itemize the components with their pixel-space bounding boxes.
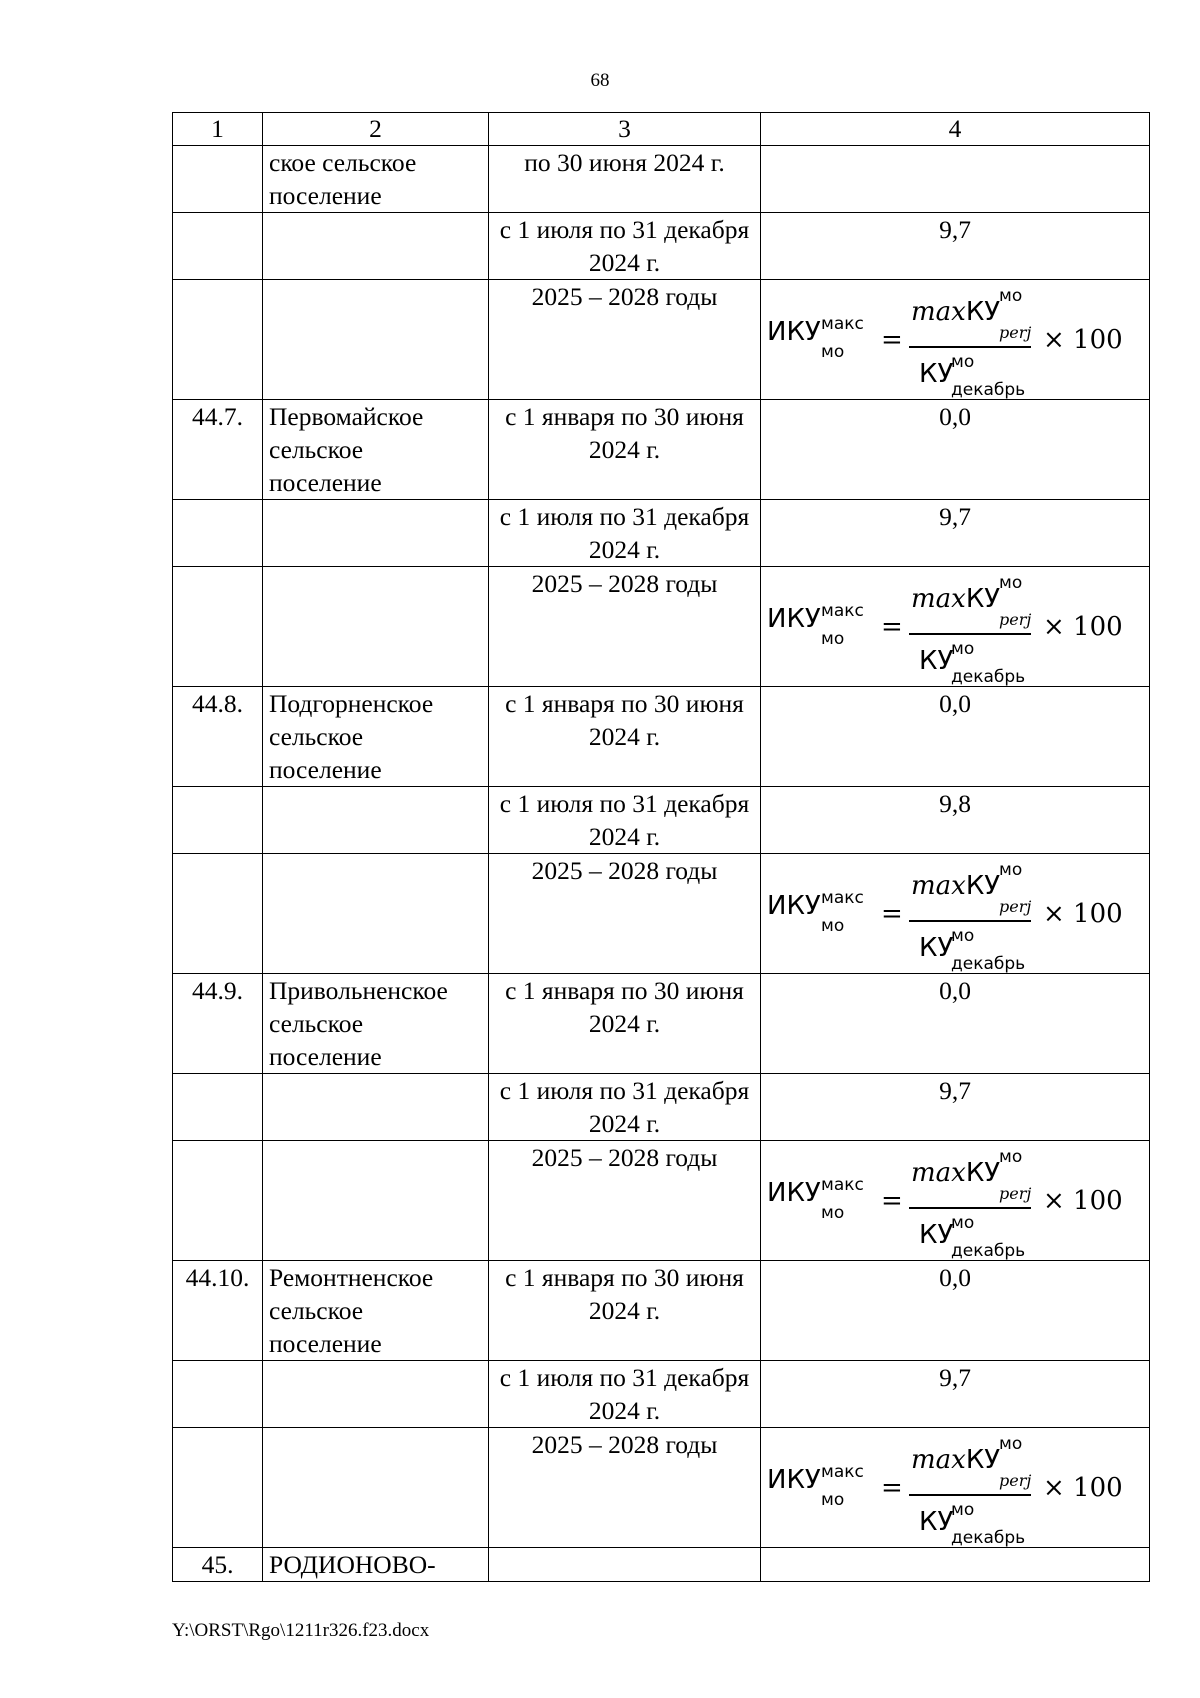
formula-lhs-subscript: мо xyxy=(821,1203,845,1223)
formula-denominator-subscript: декабрь xyxy=(951,954,1026,974)
settlement-name xyxy=(263,787,489,854)
formula-cell xyxy=(761,280,1150,400)
table-row xyxy=(173,1361,1150,1428)
period: 2025 – 2028 годы xyxy=(489,280,761,400)
formula-denominator-superscript: мо xyxy=(951,639,975,659)
formula-lhs-superscript: макс xyxy=(821,314,864,334)
formula-lhs-superscript: макс xyxy=(821,601,864,621)
index-formula xyxy=(763,567,1133,685)
index-value: 0,0 xyxy=(761,400,1150,500)
index-value: 9,8 xyxy=(761,787,1150,854)
period: с 1 июля по 31 декабря 2024 г. xyxy=(489,500,761,567)
formula-numerator xyxy=(911,583,1000,616)
settlement-name: Первомайское сельское поселение xyxy=(263,400,489,500)
table-row xyxy=(173,1141,1150,1261)
formula-numerator-ku: КУ xyxy=(965,297,1001,327)
settlement-name xyxy=(263,1074,489,1141)
period: с 1 июля по 31 декабря 2024 г. xyxy=(489,213,761,280)
formula-numerator-ku: КУ xyxy=(965,871,1001,901)
index-value xyxy=(761,1548,1150,1582)
formula-lhs-subscript: мо xyxy=(821,1490,845,1510)
formula-numerator-superscript: мо xyxy=(999,573,1023,593)
file-path-footer: Y:\ORST\Rgo\1211r326.f23.docx xyxy=(172,1620,430,1641)
formula-denominator: КУ xyxy=(919,933,954,963)
table-row xyxy=(173,280,1150,400)
index-value: 9,7 xyxy=(761,1361,1150,1428)
formula-numerator-subscript: perj xyxy=(999,610,1032,629)
formula-equals: = xyxy=(881,1473,903,1503)
index-value xyxy=(761,146,1150,213)
row-number xyxy=(173,1141,263,1261)
row-number: 44.9. xyxy=(173,974,263,1074)
settlement-name: РОДИОНОВО- xyxy=(263,1548,489,1582)
settlement-name xyxy=(263,1428,489,1548)
formula-cell xyxy=(761,854,1150,974)
formula-equals: = xyxy=(881,899,903,929)
row-number xyxy=(173,1074,263,1141)
table-row xyxy=(173,687,1150,787)
formula-numerator-subscript: perj xyxy=(999,1471,1032,1490)
period: с 1 июля по 31 декабря 2024 г. xyxy=(489,1074,761,1141)
table-row xyxy=(173,567,1150,687)
table-row xyxy=(173,1261,1150,1361)
period: по 30 июня 2024 г. xyxy=(489,146,761,213)
index-value: 0,0 xyxy=(761,687,1150,787)
table-row xyxy=(173,1074,1150,1141)
formula-lhs: ИКУ xyxy=(767,604,821,634)
page-number: 68 xyxy=(590,70,610,91)
index-value: 0,0 xyxy=(761,1261,1150,1361)
formula-equals: = xyxy=(881,325,903,355)
period: 2025 – 2028 годы xyxy=(489,854,761,974)
row-number xyxy=(173,1361,263,1428)
column-header-4: 4 xyxy=(761,113,1150,146)
formula-denominator-subscript: декабрь xyxy=(951,1241,1026,1261)
period: с 1 января по 30 июня 2024 г. xyxy=(489,1261,761,1361)
formula-lhs-superscript: макс xyxy=(821,1175,864,1195)
row-number: 44.7. xyxy=(173,400,263,500)
formula-numerator-superscript: мо xyxy=(999,1434,1023,1454)
table-row xyxy=(173,854,1150,974)
formula-numerator-ku: КУ xyxy=(965,1158,1001,1188)
period xyxy=(489,1548,761,1582)
index-formula xyxy=(763,1141,1133,1259)
row-number: 45. xyxy=(173,1548,263,1582)
formula-lhs: ИКУ xyxy=(767,1178,821,1208)
formula-denominator: КУ xyxy=(919,1507,954,1537)
table-row xyxy=(173,400,1150,500)
row-number xyxy=(173,854,263,974)
settlement-name xyxy=(263,567,489,687)
formula-multiplier: × 100 xyxy=(1043,899,1123,929)
formula-denominator: КУ xyxy=(919,359,954,389)
settlement-name: Подгорненское сельское поселение xyxy=(263,687,489,787)
formula-lhs-superscript: макс xyxy=(821,888,864,908)
settlement-name xyxy=(263,1141,489,1261)
formula-cell xyxy=(761,567,1150,687)
formula-lhs-subscript: мо xyxy=(821,629,845,649)
formula-max: max xyxy=(911,1158,966,1188)
formula-numerator xyxy=(911,1444,1000,1477)
row-number xyxy=(173,500,263,567)
formula-denominator-subscript: декабрь xyxy=(951,667,1026,687)
formula-multiplier: × 100 xyxy=(1043,325,1123,355)
row-number: 44.10. xyxy=(173,1261,263,1361)
period: с 1 июля по 31 декабря 2024 г. xyxy=(489,787,761,854)
formula-lhs: ИКУ xyxy=(767,891,821,921)
formula-denominator: КУ xyxy=(919,1220,954,1250)
settlement-name xyxy=(263,213,489,280)
table-row xyxy=(173,1428,1150,1548)
table-row xyxy=(173,1548,1150,1582)
period: 2025 – 2028 годы xyxy=(489,567,761,687)
index-value: 9,7 xyxy=(761,213,1150,280)
formula-numerator-superscript: мо xyxy=(999,1147,1023,1167)
settlement-name xyxy=(263,1361,489,1428)
row-number: 44.8. xyxy=(173,687,263,787)
formula-numerator-subscript: perj xyxy=(999,323,1032,342)
table-header-row xyxy=(173,113,1150,146)
formula-denominator-subscript: декабрь xyxy=(951,1528,1026,1548)
index-value: 0,0 xyxy=(761,974,1150,1074)
formula-multiplier: × 100 xyxy=(1043,1473,1123,1503)
formula-numerator xyxy=(911,1157,1000,1190)
period: с 1 июля по 31 декабря 2024 г. xyxy=(489,1361,761,1428)
settlement-name: Ремонтненское сельское поселение xyxy=(263,1261,489,1361)
row-number xyxy=(173,1428,263,1548)
index-formula xyxy=(763,1428,1133,1546)
column-header-2: 2 xyxy=(263,113,489,146)
formula-max: max xyxy=(911,297,966,327)
settlement-name xyxy=(263,500,489,567)
row-number xyxy=(173,213,263,280)
index-value: 9,7 xyxy=(761,1074,1150,1141)
index-formula xyxy=(763,280,1133,398)
period: с 1 января по 30 июня 2024 г. xyxy=(489,974,761,1074)
formula-numerator-subscript: perj xyxy=(999,1184,1032,1203)
index-value: 9,7 xyxy=(761,500,1150,567)
period: с 1 января по 30 июня 2024 г. xyxy=(489,687,761,787)
row-number xyxy=(173,280,263,400)
period: 2025 – 2028 годы xyxy=(489,1141,761,1261)
row-number xyxy=(173,787,263,854)
formula-numerator-superscript: мо xyxy=(999,860,1023,880)
period: с 1 января по 30 июня 2024 г. xyxy=(489,400,761,500)
formula-lhs-subscript: мо xyxy=(821,342,845,362)
settlement-name xyxy=(263,854,489,974)
column-header-3: 3 xyxy=(489,113,761,146)
formula-lhs: ИКУ xyxy=(767,1465,821,1495)
formula-lhs-subscript: мо xyxy=(821,916,845,936)
formula-cell xyxy=(761,1141,1150,1261)
formula-equals: = xyxy=(881,612,903,642)
settlement-name: ское сельское поселение xyxy=(263,146,489,213)
formula-numerator-ku: КУ xyxy=(965,584,1001,614)
index-formula xyxy=(763,854,1133,972)
formula-multiplier: × 100 xyxy=(1043,612,1123,642)
period: 2025 – 2028 годы xyxy=(489,1428,761,1548)
formula-cell xyxy=(761,1428,1150,1548)
formula-multiplier: × 100 xyxy=(1043,1186,1123,1216)
formula-numerator-subscript: perj xyxy=(999,897,1032,916)
formula-denominator-superscript: мо xyxy=(951,1213,975,1233)
formula-numerator xyxy=(911,870,1000,903)
formula-max: max xyxy=(911,1445,966,1475)
settlement-name xyxy=(263,280,489,400)
formula-max: max xyxy=(911,871,966,901)
formula-denominator-superscript: мо xyxy=(951,352,975,372)
formula-equals: = xyxy=(881,1186,903,1216)
formula-numerator-superscript: мо xyxy=(999,286,1023,306)
formula-max: max xyxy=(911,584,966,614)
row-number xyxy=(173,146,263,213)
settlement-name: Привольненское сельское поселение xyxy=(263,974,489,1074)
tariff-table xyxy=(172,112,1150,1582)
formula-lhs: ИКУ xyxy=(767,317,821,347)
row-number xyxy=(173,567,263,687)
column-header-1: 1 xyxy=(173,113,263,146)
formula-denominator-superscript: мо xyxy=(951,1500,975,1520)
formula-denominator-subscript: декабрь xyxy=(951,380,1026,400)
table-row xyxy=(173,500,1150,567)
table-row xyxy=(173,974,1150,1074)
table-row xyxy=(173,787,1150,854)
table-row xyxy=(173,213,1150,280)
formula-lhs-superscript: макс xyxy=(821,1462,864,1482)
table-row xyxy=(173,146,1150,213)
formula-numerator-ku: КУ xyxy=(965,1445,1001,1475)
formula-denominator-superscript: мо xyxy=(951,926,975,946)
formula-numerator xyxy=(911,296,1000,329)
formula-denominator: КУ xyxy=(919,646,954,676)
